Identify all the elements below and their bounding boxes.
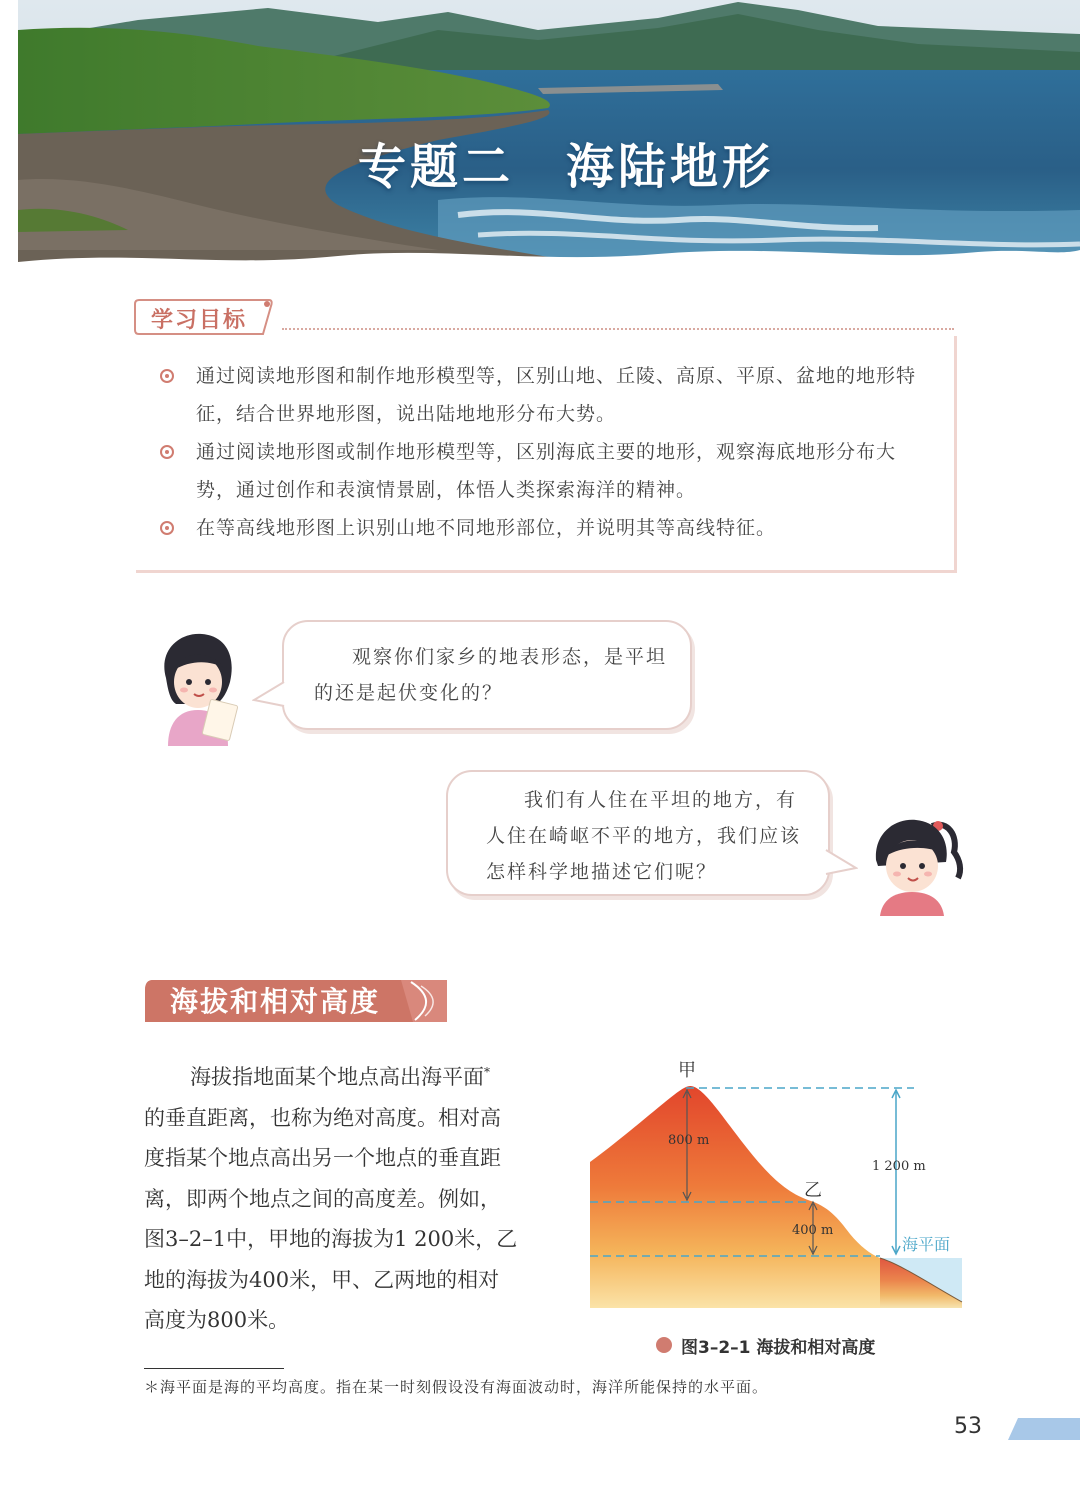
teacher-speech-text: 观察你们家乡的地表形态，是平坦的还是起伏变化的？ — [314, 646, 668, 704]
page-number: 53 — [954, 1414, 982, 1439]
label-jia: 甲 — [678, 1060, 696, 1081]
student-avatar — [868, 812, 968, 916]
body-line: 的垂直距离，也称为绝对高度。相对高 — [144, 1105, 501, 1130]
figure-caption: 图3–2–1 海拔和相对高度 — [681, 1338, 876, 1358]
teacher-speech-bubble — [282, 620, 692, 730]
goal-item — [160, 509, 930, 547]
bubble-tail — [252, 680, 286, 710]
goal-text: 通过阅读地形图和制作地形模型等，区别山地、丘陵、高原、平原、盆地的地形特征，结合世界地形图，说出陆地地形分布大势。 — [196, 365, 917, 425]
mountain-profile — [590, 1086, 880, 1308]
goal-item — [160, 357, 930, 433]
section-title: 海拔和相对高度 — [170, 985, 381, 1018]
bubble-tail — [824, 848, 858, 878]
label-1200: 1 200 m — [872, 1159, 926, 1174]
body-line: 度指某个地点高出另一个地点的垂直距 — [144, 1146, 501, 1170]
label-400: 400 m — [792, 1223, 834, 1238]
body-line: 地的海拔为400米，甲、乙两地的相对 — [144, 1267, 500, 1292]
chapter-title: 专题二 海陆地形 — [358, 139, 775, 195]
body-line: 海拔指地面某个地点高出海平面* — [190, 1065, 490, 1089]
goal-text: 在等高线地形图上识别山地不同地形部位，并说明其等高线特征。 — [196, 517, 777, 539]
header-photo — [18, 0, 1080, 268]
body-line: 高度为800米。 — [144, 1308, 290, 1332]
label-sea-level: 海平面 — [902, 1235, 951, 1254]
body-line: 图3–2–1中，甲地的海拔为1 200米，乙 — [144, 1227, 518, 1251]
goal-item — [160, 433, 930, 509]
footnote-text: ＊海平面是海的平均高度。指在某一时刻假设没有海面波动时，海洋所能保持的水平面。 — [144, 1378, 769, 1396]
bullet-icon — [160, 521, 174, 535]
student-speech-bubble — [446, 770, 830, 896]
student-speech-text: 我们有人住在平坦的地方，有人住在崎岖不平的地方，我们应该怎样科学地描述它们呢？ — [486, 789, 802, 883]
footnote-rule — [144, 1368, 284, 1369]
bullet-icon — [160, 445, 174, 459]
elevation-diagram — [580, 1050, 980, 1340]
body-line: 离，即两个地点之间的高度差。例如， — [144, 1186, 501, 1211]
footnote-mark: * — [484, 1065, 490, 1079]
goal-text: 通过阅读地形图或制作地形模型等，区别海底主要的地形，观察海底地形分布大势，通过创作和表演情景剧，体悟人类探索海洋的精神。 — [196, 441, 897, 501]
page-number-bar — [1008, 1418, 1080, 1440]
teacher-avatar — [150, 630, 246, 746]
goals-divider — [282, 328, 954, 330]
caption-badge-icon — [656, 1337, 672, 1353]
goals-title: 学习目标 — [151, 308, 248, 333]
label-800: 800 m — [668, 1133, 710, 1148]
label-yi: 乙 — [804, 1180, 822, 1201]
body-paragraph — [144, 1052, 556, 1341]
bullet-icon — [160, 369, 174, 383]
